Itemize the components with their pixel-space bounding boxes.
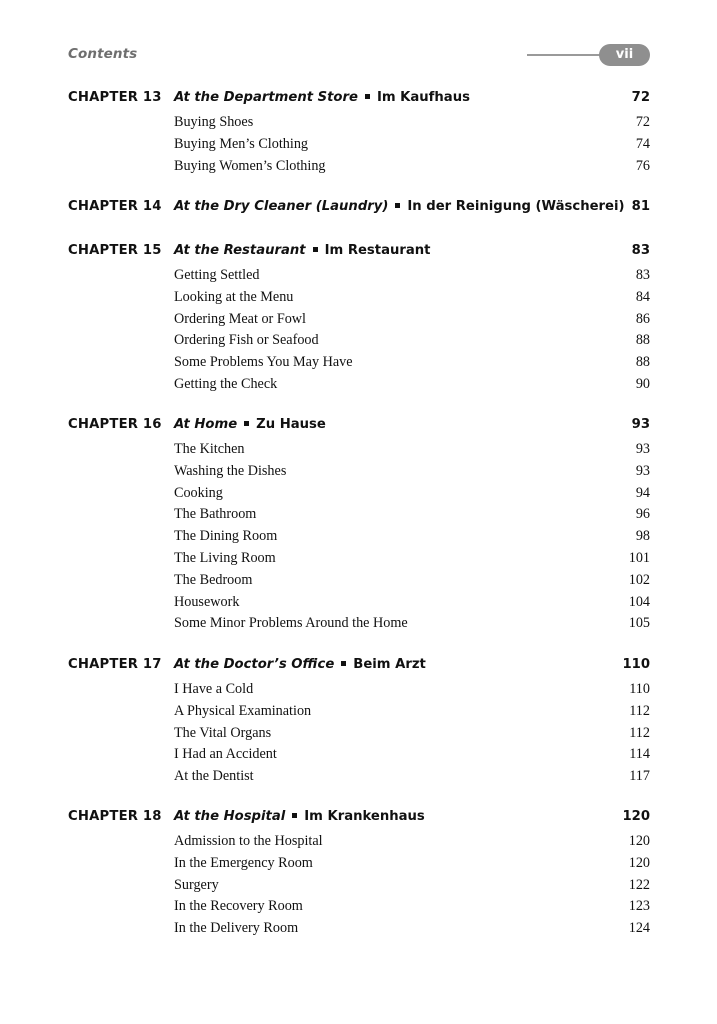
folio-rule <box>527 54 607 56</box>
entry-page: 93 <box>635 462 650 479</box>
entry-title: At the Dentist <box>174 768 254 785</box>
chapter-title-german: In der Reinigung (Wäscherei) <box>407 199 625 214</box>
entry-page: 93 <box>635 441 650 457</box>
chapter-heading[interactable] <box>68 197 650 217</box>
entry-title: The Living Room <box>174 549 276 566</box>
toc-entry[interactable] <box>68 831 650 853</box>
chapter-label: CHAPTER 14 <box>68 199 162 214</box>
toc-entry[interactable] <box>68 439 650 461</box>
chapter-18 <box>68 807 650 940</box>
section-list <box>68 831 650 940</box>
chapter-page: 110 <box>622 657 650 672</box>
entry-page: 112 <box>629 724 650 741</box>
square-bullet-icon <box>313 247 318 252</box>
entry-title: The Vital Organs <box>174 724 272 741</box>
entry-title: In the Delivery Room <box>174 920 299 937</box>
chapter-15 <box>68 241 650 396</box>
entry-title: Getting the Check <box>174 375 278 392</box>
chapter-13 <box>68 88 650 177</box>
toc-entry[interactable] <box>68 330 650 352</box>
entry-page: 112 <box>629 702 650 719</box>
entry-title: Ordering Meat or Fowl <box>174 310 306 327</box>
chapter-heading[interactable] <box>68 415 650 435</box>
chapter-page: 81 <box>631 199 650 214</box>
entry-title: The Kitchen <box>174 441 245 457</box>
toc-entry[interactable] <box>68 723 650 745</box>
page-number-badge: vii <box>599 44 650 66</box>
entry-title: The Bathroom <box>174 506 257 523</box>
entry-title: A Physical Examination <box>174 702 312 719</box>
entry-page: 98 <box>635 528 650 545</box>
toc-entry[interactable] <box>68 461 650 483</box>
chapter-16 <box>68 415 650 635</box>
entry-page: 96 <box>635 506 650 523</box>
chapter-page: 72 <box>631 90 650 105</box>
chapter-heading[interactable] <box>68 807 650 827</box>
entry-title: Housework <box>174 593 240 610</box>
square-bullet-icon <box>395 203 400 208</box>
running-head <box>68 44 650 68</box>
entry-page: 90 <box>635 375 650 392</box>
chapter-title <box>174 197 625 217</box>
toc-entry[interactable] <box>68 526 650 548</box>
entry-title: Buying Women’s Clothing <box>174 157 326 174</box>
entry-page: 117 <box>629 768 650 785</box>
entry-page: 123 <box>628 898 650 915</box>
toc-entry[interactable] <box>68 352 650 374</box>
toc-entry[interactable] <box>68 896 650 918</box>
running-head-title: Contents <box>68 46 138 62</box>
chapter-title-german: Im Restaurant <box>324 243 431 258</box>
toc-entry[interactable] <box>68 570 650 592</box>
entry-page: 76 <box>635 157 650 174</box>
entry-page: 105 <box>628 615 650 632</box>
section-list <box>68 439 650 635</box>
entry-page: 124 <box>628 920 650 937</box>
toc-entry[interactable] <box>68 309 650 331</box>
entry-page: 122 <box>628 876 650 893</box>
entry-page: 83 <box>635 267 650 283</box>
square-bullet-icon <box>244 421 249 426</box>
toc-entry[interactable] <box>68 613 650 635</box>
toc-entry[interactable] <box>68 679 650 701</box>
entry-title: Ordering Fish or Seafood <box>174 332 319 349</box>
chapter-page: 83 <box>631 243 650 258</box>
entry-title: Some Minor Problems Around the Home <box>174 615 408 632</box>
toc-entry[interactable] <box>68 287 650 309</box>
toc-entry[interactable] <box>68 875 650 897</box>
entry-title: I Had an Accident <box>174 746 277 763</box>
chapter-title-english: At the Restaurant <box>174 243 306 258</box>
toc-entry[interactable] <box>68 548 650 570</box>
chapter-title <box>174 241 430 261</box>
section-list <box>68 112 650 177</box>
section-list <box>68 265 650 396</box>
section-list <box>68 679 650 788</box>
chapter-page: 120 <box>622 809 650 824</box>
chapter-title-german: Zu Hause <box>256 417 326 432</box>
entry-page: 101 <box>628 549 650 566</box>
toc-entry[interactable] <box>68 504 650 526</box>
chapter-label: CHAPTER 16 <box>68 417 162 432</box>
entry-title: The Dining Room <box>174 528 278 545</box>
entry-title: Cooking <box>174 484 223 501</box>
toc-entry[interactable] <box>68 112 650 134</box>
chapter-title <box>174 807 425 827</box>
toc-entry[interactable] <box>68 374 650 396</box>
chapter-title-german: Beim Arzt <box>353 657 426 672</box>
toc-entry[interactable] <box>68 156 650 178</box>
square-bullet-icon <box>365 94 370 99</box>
entry-page: 120 <box>628 854 650 871</box>
chapter-title-english: At the Hospital <box>174 809 286 824</box>
chapter-title <box>174 88 470 108</box>
entry-title: The Bedroom <box>174 571 253 588</box>
chapter-label: CHAPTER 13 <box>68 90 162 105</box>
chapter-heading[interactable] <box>68 88 650 108</box>
entry-title: Surgery <box>174 876 219 893</box>
entry-title: Getting Settled <box>174 267 260 283</box>
entry-page: 86 <box>635 310 650 327</box>
entry-page: 88 <box>635 354 650 371</box>
chapter-page: 93 <box>631 417 650 432</box>
entry-title: In the Recovery Room <box>174 898 303 915</box>
chapter-heading[interactable] <box>68 241 650 261</box>
entry-title: Buying Shoes <box>174 114 254 130</box>
chapter-title-english: At the Doctor’s Office <box>174 657 335 672</box>
entry-title: In the Emergency Room <box>174 854 313 871</box>
entry-page: 110 <box>629 681 650 697</box>
chapter-title-german: Im Krankenhaus <box>304 809 425 824</box>
chapter-label: CHAPTER 17 <box>68 657 162 672</box>
toc-entry[interactable] <box>68 853 650 875</box>
chapter-heading[interactable] <box>68 655 650 675</box>
toc-entry[interactable] <box>68 483 650 505</box>
chapter-title <box>174 415 326 435</box>
chapter-title-german: Im Kaufhaus <box>376 90 470 105</box>
chapter-title-english: At the Dry Cleaner (Laundry) <box>174 199 389 214</box>
entry-page: 120 <box>628 833 650 849</box>
entry-title: Admission to the Hospital <box>174 833 323 849</box>
entry-page: 94 <box>635 484 650 501</box>
chapter-label: CHAPTER 15 <box>68 243 162 258</box>
entry-title: Buying Men’s Clothing <box>174 135 309 152</box>
entry-title: Washing the Dishes <box>174 462 287 479</box>
entry-page: 74 <box>635 135 650 152</box>
square-bullet-icon <box>292 813 297 818</box>
chapter-label: CHAPTER 18 <box>68 809 162 824</box>
entry-page: 104 <box>628 593 650 610</box>
toc-entry[interactable] <box>68 265 650 287</box>
entry-page: 84 <box>635 288 650 305</box>
chapter-14 <box>68 197 650 217</box>
entry-page: 72 <box>635 114 650 130</box>
entry-page: 114 <box>629 746 650 763</box>
chapter-17 <box>68 655 650 788</box>
entry-page: 88 <box>635 332 650 349</box>
chapter-title <box>174 655 426 675</box>
entry-title: Some Problems You May Have <box>174 354 353 371</box>
toc-entry[interactable] <box>68 134 650 156</box>
toc-entry[interactable] <box>68 918 650 940</box>
entry-title: Looking at the Menu <box>174 288 294 305</box>
square-bullet-icon <box>341 661 346 666</box>
toc-entry[interactable] <box>68 701 650 723</box>
chapter-title-english: At the Department Store <box>174 90 358 105</box>
entry-page: 102 <box>628 571 650 588</box>
toc-entry[interactable] <box>68 766 650 788</box>
toc-entry[interactable] <box>68 744 650 766</box>
toc-entry[interactable] <box>68 592 650 614</box>
entry-title: I Have a Cold <box>174 681 254 697</box>
chapter-title-english: At Home <box>174 417 238 432</box>
